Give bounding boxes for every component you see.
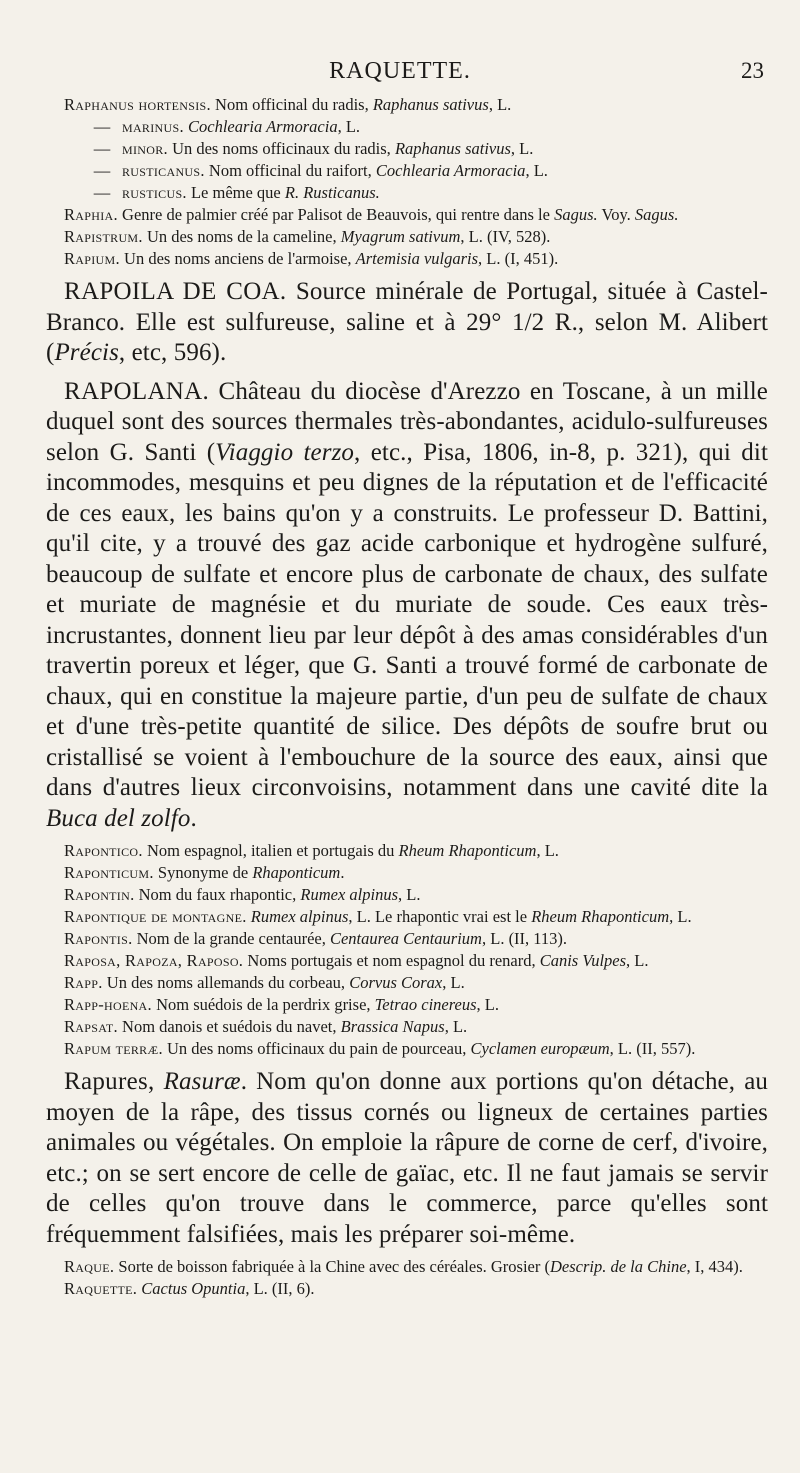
ditto-dash: — [93,139,111,158]
italic-text: Précis [54,339,119,366]
dictionary-entry [46,182,768,203]
dictionary-entry [46,862,768,883]
entry-text: , I, 434). [686,1257,743,1276]
dictionary-entry [46,950,768,971]
entry-text: Sorte de boisson fabriquée à la Chine avec des céréales. Grosier ( [114,1257,550,1276]
dictionary-entry [46,928,768,949]
entry-text: , L. (II, 113). [481,929,568,948]
entry-headword: Rapontico. [64,841,143,860]
page-number: 23 [741,58,764,83]
italic-text: Brassica Napus [340,1017,445,1036]
entry-text: , L. [442,973,465,992]
entry-text: , L. [444,1017,468,1036]
italic-text: Rhaponticum [252,863,341,882]
entry-text: , L. [476,995,500,1014]
italic-text: Corvus Corax [349,973,443,992]
italic-text: Cactus Opuntia [141,1279,246,1298]
entry-headword: rusticus. [122,183,187,202]
dictionary-entry [46,204,768,225]
italic-text: Rumex alpinus [250,907,349,926]
italic-text: Myagrum sativum [340,227,461,246]
ditto-dash: — [93,183,111,202]
entry-text: , etc, 596). [118,339,227,366]
page-header [0,58,800,92]
ditto-dash: — [93,117,111,136]
entry-text: , L. [398,885,421,904]
entry-headword: minor. [122,139,168,158]
entry-text: , L. (II, 6). [245,1279,315,1298]
entry-headword: rusticanus. [122,161,205,180]
entry-headword: Raque. [64,1257,115,1276]
entry-text: . [340,863,345,882]
entry-headword: Rapontique de montagne. [64,907,247,926]
italic-text: Descrip. de la Chine [549,1257,687,1276]
entry-text: , L. (II, 557). [609,1039,696,1058]
ditto-dash: — [93,161,111,180]
entry-text: Noms portugais et nom espagnol du renard, [243,951,540,970]
entry-text: Nom suédois de la perdrix grise, [151,995,375,1014]
italic-text: Rasuræ [163,1068,241,1095]
entry-text: Le même que [186,183,285,202]
entry-headword: Rapp. [64,973,103,992]
italic-text: Canis Vulpes [539,951,627,970]
entry-text: , L. (IV, 528). [460,227,551,246]
entry-headword: Raponticum. [64,863,154,882]
entry-text: Un des noms anciens de l'armoise, [119,249,356,268]
entry-text: , L. [510,139,534,158]
entry-text: Genre de palmier créé par Palisot de Beauvois, qui rentre dans le [117,205,555,224]
italic-text: Buca del zolfo [46,804,191,832]
entry-headword: Rapp-hoena. [64,995,152,1014]
entries-column [46,94,768,1300]
entry-text: Nom officinal du raifort, [204,161,376,180]
italic-text: Tetrao cinereus [374,995,477,1014]
dictionary-entry-main [46,277,768,369]
dictionary-entry [46,138,768,159]
entry-text: . Nom qu'on donne aux portions qu'on détache, au moyen de la râpe, des tissus cornés ou ligneux de certaines parties animales ou végétales. On emploie la râpure de corne de cerf, d'ivoire, etc.; on se sert encore de celle de gaïac, etc. Il ne faut jamais se servir de celles qu'on trouve dans le commerce, parce qu'elles sont fréquemment falsifiées, mais les préparer soi-même. [46,1068,768,1248]
dictionary-entry [46,1016,768,1037]
italic-text: Rheum Rhaponticum [531,907,670,926]
entry-text: Source minérale de Portugal, située à Castel-Branco. Elle est sulfureuse, saline et à 29° 1/2 R., selon M. Alibert ( [46,278,768,366]
dictionary-entry [46,160,768,181]
dictionary-entry [46,972,768,993]
dictionary-entry [46,94,768,115]
entry-headword: Rapum terræ. [64,1039,163,1058]
italic-text: Rheum Rhaponticum [398,841,537,860]
entry-text: Synonyme de [153,863,253,882]
dictionary-entry-main [46,377,768,835]
dictionary-entry [46,840,768,861]
running-head: RAQUETTE. [329,58,471,84]
entry-text: , L. [626,951,649,970]
entry-text: , L. Le rhapontic vrai est le [348,907,532,926]
entry-text: , L. (I, 451). [478,249,559,268]
italic-text: Artemisia vulgaris [355,249,479,268]
italic-text: Cochlearia Armoracia [375,161,526,180]
entry-text: . [190,804,197,832]
entry-headword: RAPOLANA. [64,377,210,405]
entry-text: Voy. [597,205,635,224]
dictionary-entry [46,1256,768,1277]
italic-text: Cyclamen europæum [470,1039,610,1058]
entry-text: , L. [525,161,548,180]
italic-text: R. Rusticanus. [284,183,380,202]
entry-headword: Raphanus hortensis. [64,95,211,114]
dictionary-entry [46,1038,768,1059]
dictionary-entry [46,1278,768,1299]
dictionary-entry [46,248,768,269]
entry-text: , L. [669,907,692,926]
entry-text: Nom officinal du radis, [210,95,373,114]
entry-text: Nom de la grande centaurée, [132,929,330,948]
entry-text: Un des noms officinaux du radis, [167,139,395,158]
italic-text: Centaurea Centaurium [329,929,482,948]
dictionary-entry [46,906,768,927]
entry-text: Un des noms allemands du corbeau, [102,973,350,992]
italic-text: Cochlearia Armoracia [188,117,338,136]
entry-headword: Raquette. [64,1279,138,1298]
italic-text: Sagus. [554,205,598,224]
entry-text: Nom danois et suédois du navet, [117,1017,341,1036]
entry-text: Un des noms officinaux du pain de pourceau, [162,1039,471,1058]
entry-text: , L. [488,95,512,114]
entry-headword: Rapium. [64,249,120,268]
entry-text: Nom du faux rhapontic, [134,885,301,904]
entry-headword: Rapontin. [64,885,135,904]
dictionary-entry [46,116,768,137]
entry-text: , etc., Pisa, 1806, in-8, p. 321), qui dit incommodes, mesquins et peu dignes de la réputation et de l'efficacité de ces eaux, les bains qu'on y a construits. Le professeur D. Battini, qu'il cite, y a trouvé des gaz acide carbonique et hydrogène sulfuré, beaucoup de sulfate et encore plus de carbonate de chaux, des sulfate et muriate de magnésie et du muriate de soude. Ces eaux très-incrustantes, donnent lieu par leur dépôt à des amas considérables d'un travertin poreux et léger, que G. Santi a trouvé formé de carbonate de chaux, qui en constitue la majeure partie, d'un peu de sulfate de chaux et d'une très-petite quantité de silice. Des dépôts de soufre brut ou cristallisé se voient à l'embouchure de la source des eaux, ainsi que dans d'autres lieux circonvoisins, notamment dans une cavité dite la [46,438,768,801]
dictionary-entry [46,226,768,247]
entry-text: , L. [337,117,361,136]
entry-headword: RAPOILA DE COA. [64,278,287,305]
entry-headword: marinus. [122,117,184,136]
entry-headword: Rapures, [64,1068,155,1095]
dictionary-entry [46,884,768,905]
dictionary-entry-main [46,1067,768,1250]
dictionary-entry [46,994,768,1015]
entry-text [155,1068,164,1095]
entry-headword: Rapontis. [64,929,133,948]
italic-text: Raphanus sativus [394,139,511,158]
italic-text: Sagus. [634,205,679,224]
entry-text: , L. [536,841,559,860]
entry-text: Un des noms de la cameline, [142,227,341,246]
entry-text: Nom espagnol, italien et portugais du [142,841,399,860]
italic-text: Raphanus sativus [372,95,489,114]
entry-headword: Raposa, Rapoza, Raposo. [64,951,244,970]
entry-headword: Rapsat. [64,1017,118,1036]
entry-headword: Raphia. [64,205,118,224]
entry-text: Château du diocèse d'Arezzo en Toscane, à un mille duquel sont des sources thermales très-abondantes, acidulo-sulfureuses selon G. Santi ( [46,377,768,466]
italic-text: Viaggio terzo [215,438,355,466]
entry-headword: Rapistrum. [64,227,143,246]
italic-text: Rumex alpinus [300,885,398,904]
